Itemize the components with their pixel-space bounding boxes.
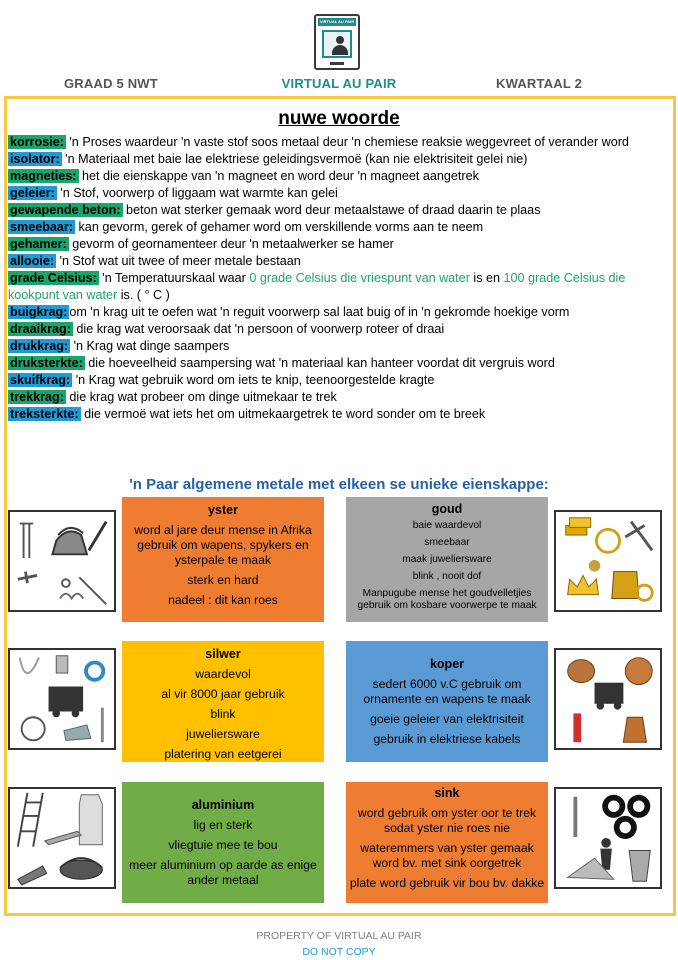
definition-text: die hoeveelheid saampersing wat 'n materiaal kan hanteer voordat dit vergruis word xyxy=(84,356,555,370)
definition-row xyxy=(8,219,668,236)
definition-row xyxy=(8,372,668,389)
definition-term: treksterkte: xyxy=(10,407,79,421)
definition-text: die vermoë wat iets het om uitmekaargetrek te word sonder om te breek xyxy=(80,407,486,421)
definition-row xyxy=(8,253,668,270)
metal-name: goud xyxy=(431,502,463,516)
gold-icon xyxy=(556,512,660,610)
term-label: KWARTAAL 2 xyxy=(496,76,583,91)
iron-icon xyxy=(10,512,114,610)
metal-property: sedert 6000 v.C gebruik om ornamente en wapens te maak xyxy=(363,677,531,706)
definition-term: draaikrag: xyxy=(10,322,71,336)
definition-row xyxy=(8,389,668,406)
definition-row xyxy=(8,185,668,202)
metal-property: wateremmers van yster gemaak word bv. met sink oorgetrek xyxy=(360,841,534,870)
definitions-list xyxy=(8,134,668,423)
zinc-icon xyxy=(556,789,660,887)
aluminium-objects-image xyxy=(8,787,116,889)
freezing-point-text: 0 grade Celsius die vriespunt van water xyxy=(249,271,470,285)
definition-term: allooie: xyxy=(10,254,55,268)
copper-objects-image xyxy=(554,648,662,750)
iron-objects-image xyxy=(8,510,116,612)
definition-term: isolator: xyxy=(10,152,60,166)
metal-card-silwer xyxy=(122,641,324,762)
definition-text: 'n Temperatuurskaal waar xyxy=(98,271,250,285)
person-body-icon xyxy=(332,45,348,55)
metal-property: Manpugube mense het goudvelletjies gebruik om kosbare voorwerpe te maak xyxy=(357,588,537,611)
definition-row xyxy=(8,202,668,219)
definition-text: het die eienskappe van 'n magneet en word deur 'n magneet aangetrek xyxy=(78,169,479,183)
metal-name: silwer xyxy=(205,647,241,661)
definition-text: gevorm of geornamenteer deur 'n metaalwerker se hamer xyxy=(68,237,394,251)
person-head-icon xyxy=(336,36,344,44)
definition-text: die krag wat probeer om dinge uitmekaar te trek xyxy=(65,390,337,404)
definition-text: 'n Proses waardeur 'n vaste stof soos metaal deur 'n chemiese reaksie weggevreet of verander word xyxy=(65,135,629,149)
metal-card-sink xyxy=(346,782,548,903)
copper-icon xyxy=(556,650,660,748)
metal-card-goud xyxy=(346,497,548,622)
definition-term: gehamer: xyxy=(10,237,67,251)
definition-term: trekkrag: xyxy=(10,390,64,404)
logo-text: VIRTUAL AU PAIR xyxy=(319,19,355,24)
definition-text: om 'n krag uit te oefen wat 'n reguit voorwerp sal laat buig of in 'n gekromde hoekige vorm xyxy=(69,305,570,319)
definition-text: is. ( ° C ) xyxy=(117,288,170,302)
metal-property: platering van eetgerei xyxy=(164,747,282,761)
definition-term: korrosie: xyxy=(10,135,64,149)
metal-property: sterk en hard xyxy=(187,573,259,587)
definition-row xyxy=(8,406,668,423)
definition-text: 'n Krag wat gebruik word om iets te knip, teenoorgestelde kragte xyxy=(72,373,435,387)
definition-text: die krag wat veroorsaak dat 'n persoon of voorwerp roteer of draai xyxy=(72,322,445,336)
definition-row xyxy=(8,236,668,253)
grade-label: GRAAD 5 NWT xyxy=(64,76,158,91)
metal-property: al vir 8000 jaar gebruik xyxy=(161,687,285,701)
metal-property: blink , nooit dof xyxy=(412,571,482,582)
metal-property: nadeel : dit kan roes xyxy=(168,593,278,607)
definition-row xyxy=(8,151,668,168)
metal-property: vliegtuie mee te bou xyxy=(168,838,278,852)
definition-text: 'n Materiaal met baie lae elektriese geleidingsvermoë (kan nie elektrisiteit gelei nie) xyxy=(61,152,528,166)
metals-subtitle: 'n Paar algemene metale met elkeen se unieke eienskappe: xyxy=(129,476,549,493)
page-title: nuwe woorde xyxy=(278,108,400,129)
metal-card-yster xyxy=(122,497,324,622)
definition-row-celsius xyxy=(8,270,668,304)
metal-name: sink xyxy=(434,786,460,800)
tablet-icon xyxy=(322,30,352,58)
metal-property: juweliersware xyxy=(186,727,260,741)
footer-property: PROPERTY OF VIRTUAL AU PAIR xyxy=(256,930,422,942)
aluminium-icon xyxy=(10,789,114,887)
definition-term: geleier: xyxy=(10,186,55,200)
definition-row xyxy=(8,321,668,338)
metal-name: koper xyxy=(429,657,465,671)
metal-property: blink xyxy=(210,707,236,721)
metal-property: maak juweliersware xyxy=(402,554,492,565)
metal-property: word al jare deur mense in Afrika gebruik om wapens, spykers en ysterpale te maak xyxy=(134,523,312,567)
definition-term: smeebaar: xyxy=(10,220,74,234)
metal-property: meer aluminium op aarde as enige ander metaal xyxy=(129,858,317,887)
silver-icon xyxy=(10,650,114,748)
definition-term: buigkrag: xyxy=(10,305,68,319)
metal-property: smeebaar xyxy=(424,537,470,548)
definition-term: druksterkte: xyxy=(10,356,83,370)
definition-text: 'n Stof, voorwerp of liggaam wat warmte kan gelei xyxy=(56,186,338,200)
definition-term: drukkrag: xyxy=(10,339,69,353)
definition-term: gewapende beton: xyxy=(10,203,121,217)
brand-label: VIRTUAL AU PAIR xyxy=(281,76,397,91)
definition-term: skuifkrag: xyxy=(10,373,71,387)
gold-objects-image xyxy=(554,510,662,612)
metal-property: plate word gebruik vir bou bv. dakke xyxy=(349,876,545,890)
definition-row xyxy=(8,338,668,355)
definition-row xyxy=(8,355,668,372)
metal-property: gebruik in elektriese kabels xyxy=(373,732,521,746)
definition-row xyxy=(8,134,668,151)
definition-row xyxy=(8,304,668,321)
metal-name: aluminium xyxy=(191,798,255,812)
metal-card-koper xyxy=(346,641,548,762)
zinc-objects-image xyxy=(554,787,662,889)
metal-name: yster xyxy=(208,503,238,517)
metal-property: word gebruik om yster oor te trek sodat yster nie roes nie xyxy=(357,806,537,835)
metal-property: waardevol xyxy=(195,667,251,681)
silver-objects-image xyxy=(8,648,116,750)
definition-text: is en xyxy=(469,271,504,285)
definition-term: magneties: xyxy=(10,169,77,183)
definition-term: grade Celsius: xyxy=(10,271,97,285)
footer-copy-warning: DO NOT COPY xyxy=(302,946,376,958)
metal-property: baie waardevol xyxy=(412,520,482,531)
definition-text: kan gevorm, gerek of gehamer word om verskillende vorms aan te neem xyxy=(75,220,484,234)
definition-text: 'n Krag wat dinge saampers xyxy=(70,339,230,353)
definition-text: 'n Stof wat uit twee of meer metale bestaan xyxy=(56,254,301,268)
boiling-point-text: 100 grade Celsius die kookpunt van water xyxy=(8,271,626,302)
metal-card-aluminium xyxy=(122,782,324,903)
definition-row xyxy=(8,168,668,185)
metal-property: goeie geleier van elektrisiteit xyxy=(370,712,524,726)
metal-property: lig en sterk xyxy=(193,818,253,832)
logo xyxy=(314,14,360,70)
definition-text: beton wat sterker gemaak word deur metaalstawe of draad daarin te plaas xyxy=(122,203,541,217)
